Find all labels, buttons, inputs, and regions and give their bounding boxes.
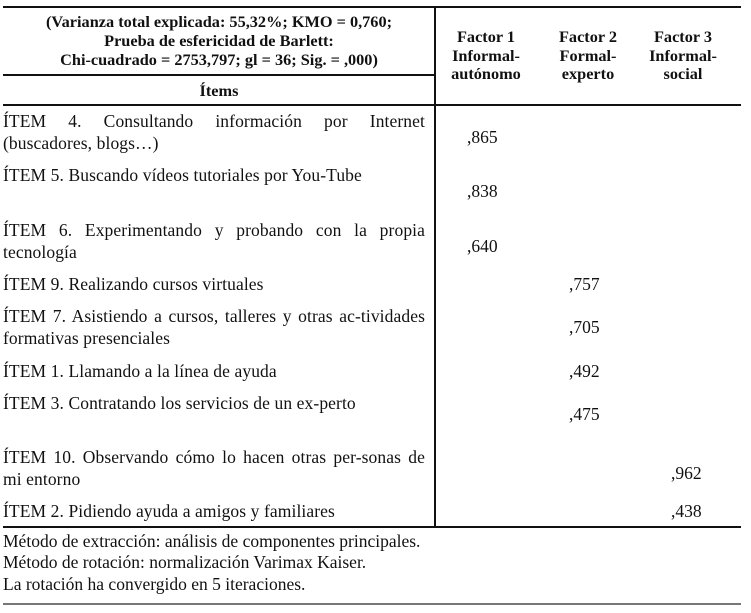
factor-label: experto [561,64,615,83]
loading-value: ,475 [569,404,600,424]
loading-value: ,492 [569,361,600,381]
table-top-rule [3,6,741,8]
item-label: ÍTEM 3. Contratando los servicios de un ex-perto [3,393,356,413]
factor-label: autónomo [451,64,521,83]
table-notes [3,531,420,595]
stats-line: (Varianza total explicada: 55,32%; KMO = 0,760; [45,12,393,31]
loading-value: ,640 [467,236,498,256]
loading-value: ,438 [671,501,702,521]
header-bottom-rule [3,104,741,106]
note-extraction-method: Método de extracción: análisis de componentes principales. [3,531,421,551]
stats-line: Prueba de esfericidad de Barlett: [104,31,334,50]
notes-bottom-rule [3,603,741,605]
factor-1-header [443,28,529,84]
items-column-header: Ítems [199,81,239,100]
stats-divider-rule [3,74,435,76]
loading-value: ,757 [569,274,600,294]
factor-label: social [663,64,703,83]
factor-label: Factor 1 [456,27,516,46]
item-label: ÍTEM 7. Asistiendo a cursos, talleres y otras ac-tividades formativas presenciales [3,306,425,348]
item-label: ÍTEM 10. Observando cómo lo hacen otras per-sonas de mi entorno [3,447,425,489]
loading-value: ,865 [467,127,498,147]
item-label: ÍTEM 6. Experimentando y probando con la propia tecnología [3,220,425,262]
item-label: ÍTEM 4. Consultando información por Internet (buscadores, blogs…) [3,111,425,153]
note-convergence: La rotación ha convergido en 5 iteraciones. [3,573,306,594]
loading-value: ,705 [569,317,600,337]
factor-label: Informal- [649,45,717,65]
loading-value: ,838 [467,181,498,201]
factor-label: Factor 2 [558,27,618,46]
item-label: ÍTEM 5. Buscando vídeos tutoriales por You-Tube [3,165,362,185]
model-statistics [3,12,435,69]
factor-2-header [548,28,628,84]
factor-label: Factor 3 [653,27,713,46]
item-label: ÍTEM 2. Pidiendo ayuda a amigos y familiares [3,501,335,521]
factor-label: Informal- [452,45,520,65]
loading-value: ,962 [671,463,702,483]
stats-line: Chi-cuadrado = 2753,797; gl = 36; Sig. = ,000) [60,50,378,69]
factor-3-header [643,28,723,84]
note-rotation-method: Método de rotación: normalización Varimax Kaiser. [3,552,367,573]
table-bottom-rule [3,526,741,528]
item-label: ÍTEM 9. Realizando cursos virtuales [3,274,264,294]
factor-label: Formal- [559,45,617,65]
item-label: ÍTEM 1. Llamando a la línea de ayuda [3,361,277,381]
